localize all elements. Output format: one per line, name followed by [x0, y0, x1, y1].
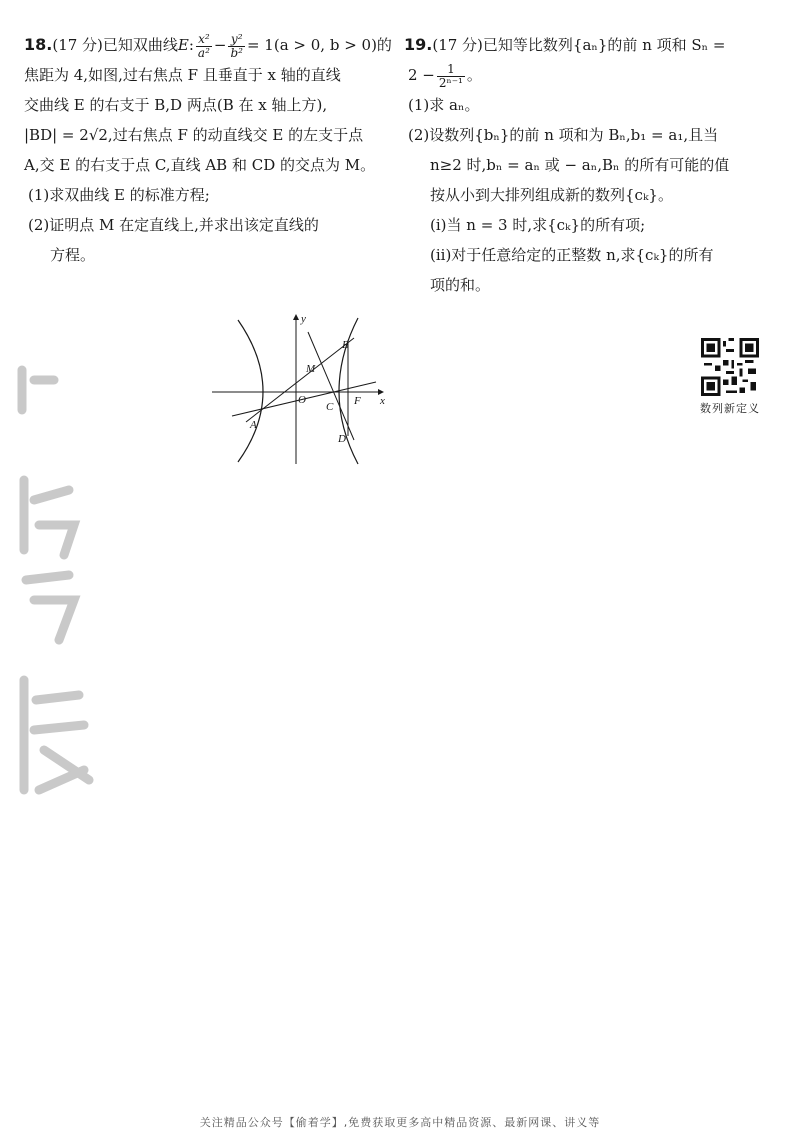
- q18-part2: (2)证明点 M 在定直线上,并求出该定直线的: [28, 216, 319, 234]
- q18-fraction-x: $\frac{\text{x²}}{\text{a²}}$: [197, 31, 210, 60]
- q19-part2: (2)设数列{bₙ}的前 n 项和为 Bₙ,b₁ = a₁,且当: [408, 126, 719, 144]
- watermark-graphic: [14, 350, 104, 830]
- q18-line1: 18.(17 分)已知双曲线E: $\frac{\text{x²}}{\text{a²}}$ − $\frac{\text{y²}}{\text{b²}}$ = 1(a > 0, b > 0)的: [24, 31, 392, 60]
- qr-code-icon: [701, 338, 759, 396]
- label-a: A: [250, 419, 257, 431]
- q19-sub2-cont: 项的和。: [430, 276, 491, 294]
- label-m: M: [306, 363, 316, 375]
- qr-code-block: [698, 338, 762, 416]
- q19-part1: (1)求 aₙ。: [408, 96, 480, 114]
- q18-line5: A,交 E 的右支于点 C,直线 AB 和 CD 的交点为 M。: [24, 156, 376, 174]
- label-b: B: [342, 339, 349, 351]
- page-footer: 关注精品公众号【偷着学】,免费获取更多高中精品资源、最新网课、讲义等: [199, 1116, 601, 1129]
- q18-part2-cont: 方程。: [50, 246, 96, 264]
- question-19: [404, 30, 776, 300]
- q19-fraction: $\frac{1}{\text{2ⁿ⁻¹}}$: [438, 61, 463, 90]
- q19-part2-line3: 按从小到大排列组成新的数列{cₖ}。: [430, 186, 673, 204]
- q19-line2: 2 − $\frac{1}{\text{2ⁿ⁻¹}}$ 。: [408, 61, 482, 90]
- label-c: C: [326, 401, 334, 413]
- q18-line4: |BD| = 2√2,过右焦点 F 的动直线交 E 的左支于点: [24, 126, 364, 144]
- q19-sub2: (ii)对于任意给定的正整数 n,求{cₖ}的所有: [430, 246, 714, 264]
- q18-line2: 焦距为 4,如图,过右焦点 F 且垂直于 x 轴的直线: [24, 66, 341, 84]
- q18-part1: (1)求双曲线 E 的标准方程;: [28, 186, 210, 204]
- q19-number: 19.: [404, 35, 433, 54]
- label-y: y: [301, 313, 306, 325]
- q18-number: 18.: [24, 35, 53, 54]
- label-f: F: [354, 395, 361, 407]
- question-18: [24, 30, 394, 270]
- q19-sub1: (i)当 n = 3 时,求{cₖ}的所有项;: [430, 216, 646, 234]
- hyperbola-figure: [208, 312, 394, 466]
- q19-line1: 19.(17 分)已知等比数列{aₙ}的前 n 项和 Sₙ =: [404, 35, 726, 54]
- qr-caption: 数列新定义: [700, 402, 760, 415]
- label-d: D: [338, 433, 346, 445]
- q18-fraction-y: $\frac{\text{y²}}{\text{b²}}$: [230, 31, 243, 60]
- hyperbola-left-branch: [238, 320, 263, 462]
- q19-part2-line2: n≥2 时,bₙ = aₙ 或 − aₙ,Bₙ 的所有可能的值: [430, 156, 730, 174]
- q18-line3: 交曲线 E 的右支于 B,D 两点(B 在 x 轴上方),: [24, 96, 328, 114]
- label-x: x: [380, 395, 385, 407]
- label-o: O: [298, 394, 306, 406]
- y-axis-arrow: [293, 314, 299, 320]
